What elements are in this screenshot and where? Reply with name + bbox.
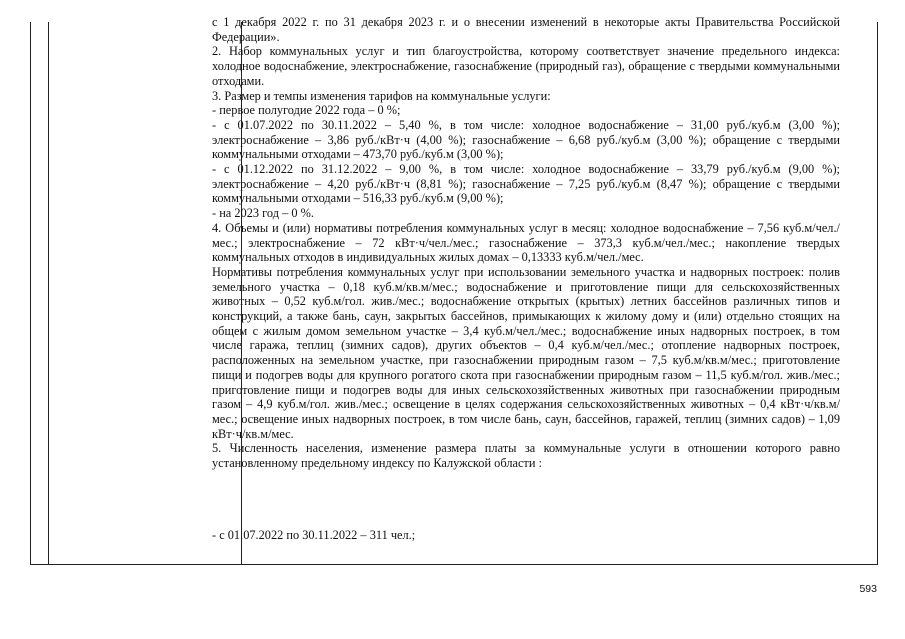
paragraph: 5. Численность населения, изменение размера платы за коммунальные услуги в отношении которого равно установленному предельному индексу по Калужской области : xyxy=(212,441,840,471)
table-column-divider xyxy=(48,22,49,564)
paragraph: 4. Объемы и (или) нормативы потребления коммунальных услуг в месяц: холодное водоснабжение – 7,56 куб.м/чел./мес.; электроснабжение – 72 кВт·ч/чел./мес.; газоснабжение – 373,3 куб.м/чел./мес.; накопление твердых коммунальных отходов в индивидуальных жилых домах – 0,13333 куб.м/чел./мес. xyxy=(212,220,840,265)
paragraph: - первое полугодие 2022 года – 0 %; xyxy=(212,103,401,118)
last-line-below-table: - с 01.07.2022 по 30.11.2022 – 311 чел.; xyxy=(212,528,416,542)
paragraph: 2. Набор коммунальных услуг и тип благоустройства, которому соответствует значение предельного индекса: холодное водоснабжение, электроснабжение, газоснабжение (природный газ), обращение с твердыми коммунальными отходами. xyxy=(212,44,840,88)
paragraph: - с 01.12.2022 по 31.12.2022 – 9,00 %, в том числе: холодное водоснабжение – 33,79 руб./куб.м (9,00 %); электроснабжение – 4,20 руб./кВт·ч (8,81 %); газоснабжение – 7,25 руб./куб.м (8,47 %); обращение с твердыми коммунальными отходами – 516,33 руб./куб.м (9,00 %); xyxy=(212,162,840,206)
paragraph: Нормативы потребления коммунальных услуг при использовании земельного участка и надворных построек: полив земельного участка – 0,18 куб.м/кв.м/мес.; водоснабжение и приготовление пищи для сельскохозяйственных животных – 0,52 куб.м/гол. жив./мес.; водоснабжение открытых (крытых) летних бассейнов различных типов и конструкций, а также бань, саун, закрытых бассейнов, примыкающих к жилому дому и (или) отдельно стоящих на общем с жилым домом земельном участке – 3,4 куб.м/чел./мес.; водоснабжение иных надворных построек, в том числе гаража, теплиц (зимних садов), других объектов – 0,4 куб.м/чел./мес.; отопление надворных построек, расположенных на земельном участке, при газоснабжении природным газом – 7,5 куб.м/кв.м/мес.; приготовление пищи и подогрев воды для крупного рогатого скота при газоснабжении природным газом – 11,5 куб.м/гол. жив./мес.; приготовление пищи и подогрев воды для иных сельскохозяйственных животных при газоснабжении природным газом – 4,9 куб.м/гол. жив./мес.; освещение в целях содержания сельскохозяйственных животных – 0,4 кВт·ч/кв.м/мес.; освещение иных надворных построек, в том числе бань, саун, бассейнов, гаражей, теплиц (зимних садов) – 1,09 кВт·ч/кв.м/мес. xyxy=(212,264,840,441)
page-number: 593 xyxy=(859,583,877,595)
paragraph: - на 2023 год – 0 %. xyxy=(212,206,314,221)
paragraph: - с 01.07.2022 по 30.11.2022 – 5,40 %, в том числе: холодное водоснабжение – 31,00 руб./куб.м (3,00 %); электроснабжение – 3,86 руб./кВт·ч (4,00 %); газоснабжение – 6,68 руб./куб.м (3,00 %); обращение с твердыми коммунальными отходами – 473,70 руб./куб.м (3,00 %); xyxy=(212,117,840,162)
table-cell-text xyxy=(212,15,840,471)
paragraph: 3. Размер и темпы изменения тарифов на коммунальные услуги: xyxy=(212,88,551,103)
paragraph: с 1 декабря 2022 г. по 31 декабря 2023 г. и о внесении изменений в некоторые акты Правительства Российской Федерации». xyxy=(212,15,840,44)
